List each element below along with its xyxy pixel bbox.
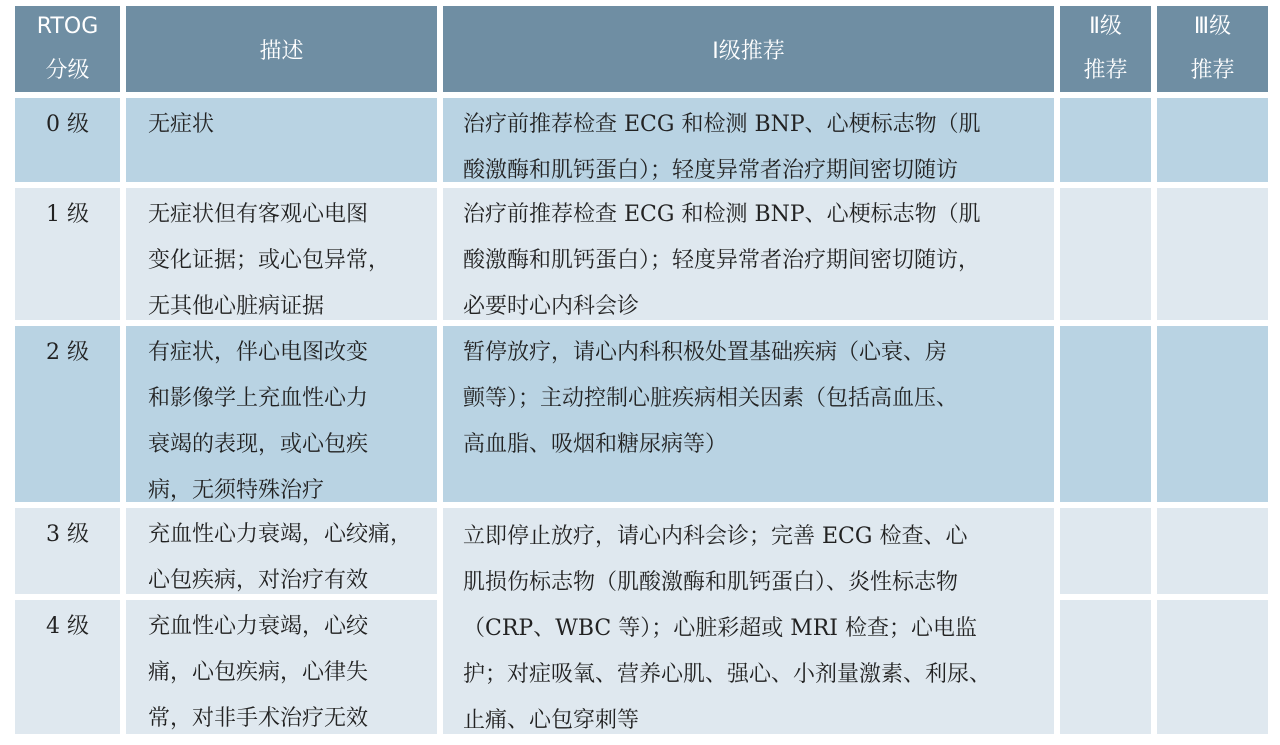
row2-rec2	[1060, 326, 1151, 502]
header-rec2-line1: Ⅱ级	[1089, 14, 1122, 39]
row2-desc-line: 病，无须特殊治疗	[148, 478, 325, 503]
row3-4-rec-line: 立即停止放疗，请心内科会诊；完善 ECG 检查、心	[463, 524, 968, 549]
row4-rec2	[1060, 600, 1151, 734]
row0-rec-line: 酸激酶和肌钙蛋白）；轻度异常者治疗期间密切随访	[463, 158, 959, 183]
row2-desc	[126, 326, 437, 502]
row0-grade	[15, 98, 120, 182]
row0-rec-line: 治疗前推荐检查 ECG 和检测 BNP、心梗标志物（肌	[463, 112, 981, 137]
row1-desc	[126, 188, 437, 320]
row2-grade	[15, 326, 120, 502]
header-rec1	[443, 6, 1054, 92]
row2-desc-line: 有症状，伴心电图改变	[148, 340, 369, 365]
row3-4-rec1	[443, 508, 1054, 734]
row1-rec2	[1060, 188, 1151, 320]
header-rec3	[1157, 6, 1268, 92]
row1-rec3	[1157, 188, 1268, 320]
row4-desc-line: 痛，心包疾病，心律失	[148, 660, 369, 685]
row4-grade-label: 4 级	[46, 614, 89, 639]
header-grade-line1: RTOG	[36, 14, 99, 39]
row3-desc-line: 心包疾病，对治疗有效	[148, 568, 369, 593]
row1-rec-line: 必要时心内科会诊	[463, 294, 640, 319]
row1-grade	[15, 188, 120, 320]
header-rec3-line1: Ⅲ级	[1193, 14, 1232, 39]
row1-desc-line: 无症状但有客观心电图	[148, 202, 369, 227]
row0-grade-label: 0 级	[46, 112, 89, 137]
header-grade-line2: 分级	[45, 58, 90, 83]
row0-desc-line: 无症状	[148, 112, 215, 137]
row2-grade-label: 2 级	[46, 340, 89, 365]
row1-desc-line: 变化证据；或心包异常，	[148, 248, 391, 273]
row1-rec-line: 治疗前推荐检查 ECG 和检测 BNP、心梗标志物（肌	[463, 202, 981, 227]
row2-rec-line: 颤等）；主动控制心脏疾病相关因素（包括高血压、	[463, 386, 959, 411]
row4-desc-line: 常，对非手术治疗无效	[148, 706, 369, 731]
row1-desc-line: 无其他心脏病证据	[148, 294, 325, 319]
header-desc	[126, 6, 437, 92]
row1-grade-label: 1 级	[46, 202, 89, 227]
row3-4-rec-line: 护；对症吸氧、营养心肌、强心、小剂量激素、利尿、	[463, 662, 992, 687]
row4-desc	[126, 600, 437, 734]
row3-desc-line: 充血性心力衰竭，心绞痛，	[148, 522, 413, 547]
header-desc-label: 描述	[259, 38, 304, 64]
row3-grade-label: 3 级	[46, 522, 89, 547]
header-rec3-line2: 推荐	[1190, 58, 1235, 83]
row0-rec3	[1157, 98, 1268, 182]
row3-4-rec-line: （CRP、WBC 等）；心脏彩超或 MRI 检查；心电监	[463, 616, 977, 641]
row2-desc-line: 和影像学上充血性心力	[148, 386, 369, 411]
header-rec2-line2: 推荐	[1083, 58, 1128, 83]
row3-4-rec-line: 肌损伤标志物（肌酸激酶和肌钙蛋白）、炎性标志物	[463, 570, 959, 595]
row3-grade	[15, 508, 120, 594]
row2-rec-line: 暂停放疗，请心内科积极处置基础疾病（心衰、房	[463, 340, 948, 365]
row1-rec-line: 酸激酶和肌钙蛋白）；轻度异常者治疗期间密切随访，	[463, 248, 981, 273]
row4-grade	[15, 600, 120, 734]
header-rec1-label: Ⅰ级推荐	[712, 38, 785, 64]
row3-4-rec-line: 止痛、心包穿刺等	[463, 708, 640, 733]
row3-rec2	[1060, 508, 1151, 594]
row3-desc	[126, 508, 437, 594]
row2-rec3	[1157, 326, 1268, 502]
row0-rec1	[443, 98, 1054, 182]
row4-rec3	[1157, 600, 1268, 734]
row1-rec1	[443, 188, 1054, 320]
row2-desc-line: 衰竭的表现，或心包疾	[148, 432, 369, 457]
row0-rec2	[1060, 98, 1151, 182]
header-rec2	[1060, 6, 1151, 92]
row2-rec-line: 高血脂、吸烟和糖尿病等）	[463, 432, 728, 457]
row4-desc-line: 充血性心力衰竭，心绞	[148, 614, 369, 639]
header-grade	[15, 6, 120, 92]
row0-desc	[126, 98, 437, 182]
row3-rec3	[1157, 508, 1268, 594]
row2-rec1	[443, 326, 1054, 502]
